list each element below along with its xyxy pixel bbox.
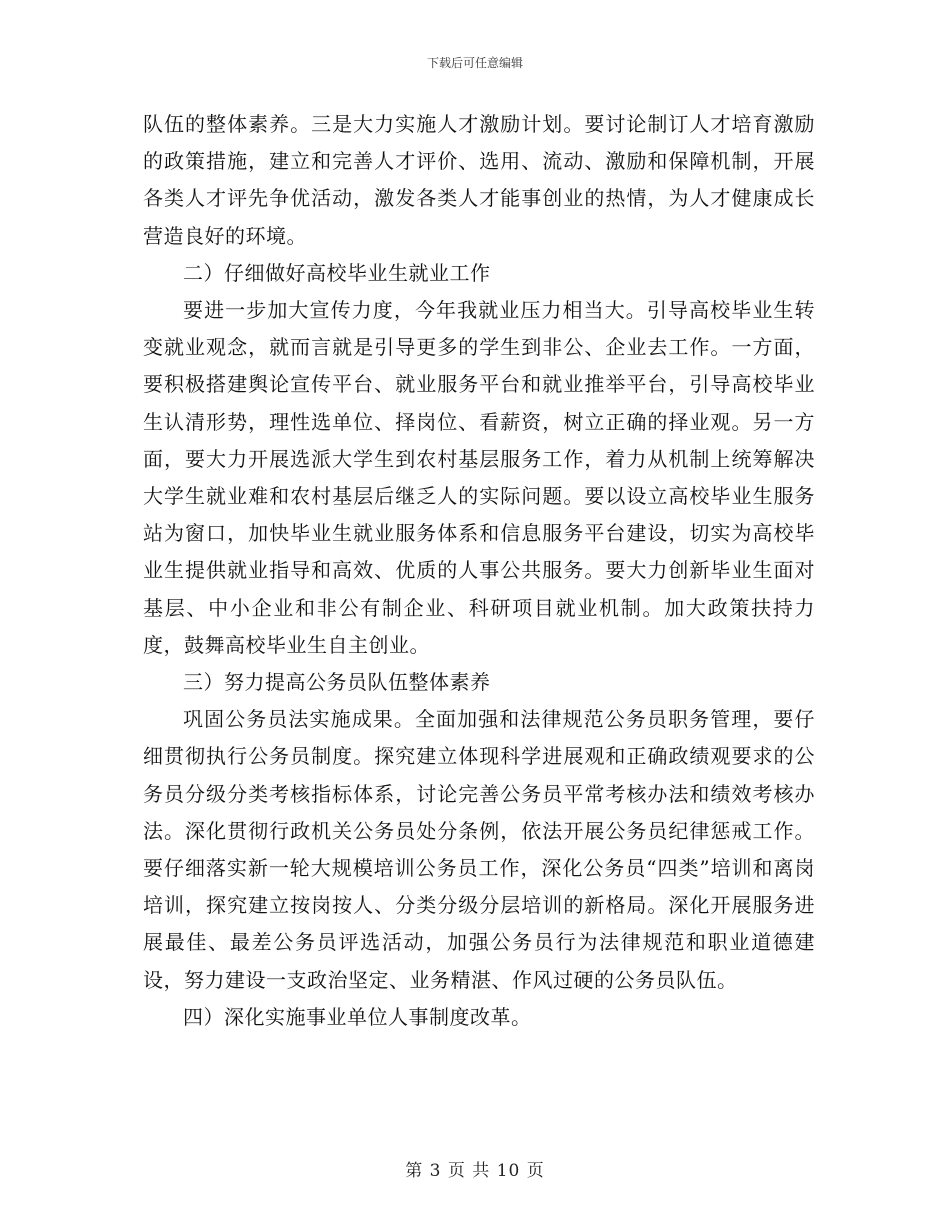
page-number-footer: 第 3 页 共 10 页 <box>405 1161 545 1181</box>
section-heading-4: 四）深化实施事业单位人事制度改革。 <box>183 1004 532 1029</box>
page-header: 下载后可任意编辑 <box>426 56 523 70</box>
document-body <box>143 106 815 1036</box>
paragraph-3: 巩固公务员法实施成果。全面加强和法律规范公务员职务管理，要仔细贯彻执行公务员制度。探究建立体现科学进展观和正确政绩观要求的公务员分级分类考核指标体系，讨论完善公务员平常考核办法和绩效考核办法。深化贯彻行政机关公务员处分条例，依法开展公务员纪律惩戒工作。要仔细落实新一轮大规模培训公务员工作，深化公务员“四类”培训和离岗培训，探究建立按岗按人、分类分级分层培训的新格局。深化开展服务进展最佳、最差公务员评选活动，加强公务员行为法律规范和职业道德建设，努力建设一支政治坚定、业务精湛、作风过硬的公务员队伍。 <box>143 707 815 992</box>
paragraph-2: 要进一步加大宣传力度，今年我就业压力相当大。引导高校毕业生转变就业观念，就而言就是引导更多的学生到非公、企业去工作。一方面，要积极搭建舆论宣传平台、就业服务平台和就业推举平台，引导高校毕业生认清形势，理性选单位、择岗位、看薪资，树立正确的择业观。另一方面，要大力开展选派大学生到农村基层服务工作，着力从机制上统筹解决大学生就业难和农村基层后继乏人的实际问题。要以设立高校毕业生服务站为窗口，加快毕业生就业服务体系和信息服务平台建设，切实为高校毕业生提供就业指导和高效、优质的人事公共服务。要大力创新毕业生面对基层、中小企业和非公有制企业、科研项目就业机制。加大政策扶持力度，鼓舞高校毕业生自主创业。 <box>143 298 815 657</box>
section-heading-3: 三）努力提高公务员队伍整体素养 <box>183 670 491 695</box>
paragraph-1: 队伍的整体素养。三是大力实施人才激励计划。要讨论制订人才培育激励的政策措施，建立和完善人才评价、选用、流动、激励和保障机制，开展各类人才评先争优活动，激发各类人才能事创业的热情，为人才健康成长营造良好的环境。 <box>143 112 815 248</box>
section-heading-2: 二）仔细做好高校毕业生就业工作 <box>183 260 491 285</box>
